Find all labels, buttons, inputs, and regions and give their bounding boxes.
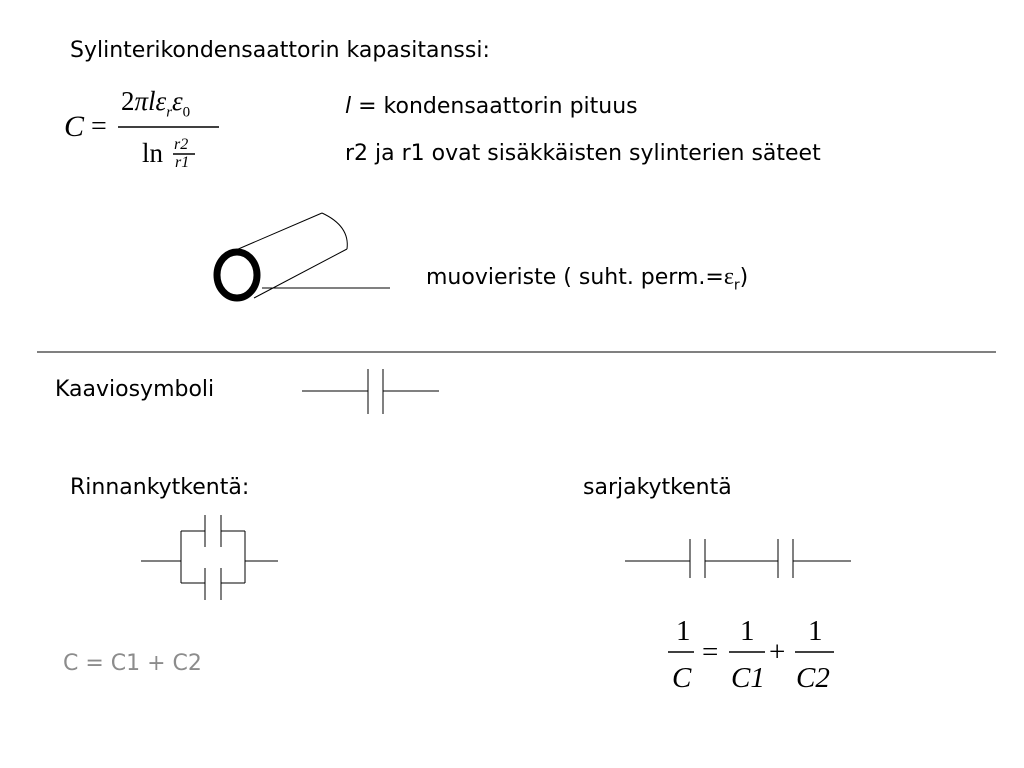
series-formula-numerator-1: 1 (676, 615, 691, 647)
formula-denominator-top: r2 (174, 136, 189, 153)
cylinder-end-ring (217, 252, 257, 298)
formula-fraction-bars (118, 127, 834, 652)
radius-definition: r2 ja r1 ovat sisäkkäisten sylinterien säteet (345, 141, 821, 166)
capacitor-symbol (302, 369, 439, 414)
cylinder-capacitor-drawing (217, 213, 390, 298)
series-formula-numerator-3: 1 (808, 615, 823, 647)
series-formula-denominator-c1: C1 (731, 662, 765, 694)
series-formula-numerator-2: 1 (740, 615, 755, 647)
series-title: sarjakytkentä (583, 475, 732, 500)
parallel-title: Rinnankytkentä: (70, 475, 250, 500)
length-definition: l = kondensaattorin pituus (345, 94, 638, 119)
series-formula-denominator-c2: C2 (796, 662, 830, 694)
parallel-circuit (141, 515, 278, 600)
formula-denominator-bottom: r1 (175, 154, 190, 171)
formula-numerator: $2\pi l\varepsilon_r\varepsilon_0$ (121, 86, 191, 121)
series-formula-denominator-c: C (672, 662, 692, 694)
schematic-label: Kaaviosymboli (55, 377, 215, 402)
insulator-label: muovieriste ( suht. $perm.=\varepsilon_r$) (426, 264, 749, 294)
series-formula-plus: + (769, 636, 786, 668)
formula-denominator-ln: ln (142, 138, 164, 168)
formula-lhs: C (64, 110, 85, 143)
series-formula-equals: = (702, 636, 719, 668)
parallel-formula: C = C1 + C2 (63, 651, 202, 676)
formula-equals: = (91, 111, 107, 142)
series-circuit (625, 539, 851, 578)
page-title: Sylinterikondensaattorin kapasitanssi: (70, 38, 490, 63)
